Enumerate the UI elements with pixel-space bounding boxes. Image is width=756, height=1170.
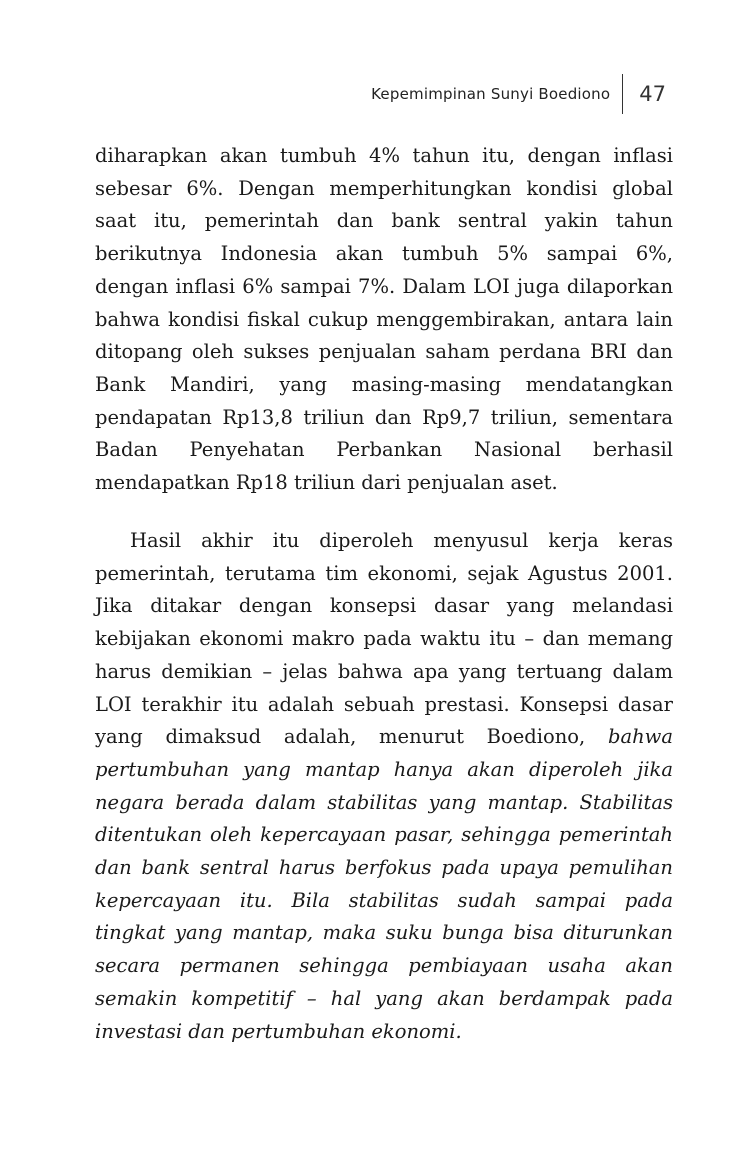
paragraph-2-italic-quote: bahwa pertumbuhan yang mantap hanya akan diperoleh jika negara berada dalam stabilitas yang mantap. Stabilitas ditentukan oleh kepercayaan pasar, sehingga pemerintah dan bank sentral harus berfokus pada upaya pemulihan kepercayaan itu. Bila stabilitas sudah sampai pada tingkat yang mantap, maka suku bunga bisa diturunkan secara permanen sehingga pembiayaan usaha akan semakin kompetitif – hal yang akan berdampak pada investasi dan pertumbuhan ekonomi. (95, 725, 673, 1043)
paragraph-2 (95, 525, 673, 1048)
running-title: Kepemimpinan Sunyi Boediono (371, 85, 611, 103)
paragraph-1: diharapkan akan tumbuh 4% tahun itu, dengan inflasi sebesar 6%. Dengan memperhitungkan kondisi global saat itu, pemerintah dan bank sentral yakin tahun berikutnya Indonesia akan tumbuh 5% sampai 6%, dengan inflasi 6% sampai 7%. Dalam LOI juga dilaporkan bahwa kondisi fiskal cukup menggembirakan, antara lain ditopang oleh sukses penjualan saham perdana BRI dan Bank Mandiri, yang masing-masing mendatangkan pendapatan Rp13,8 triliun dan Rp9,7 triliun, sementara Badan Penyehatan Perbankan Nasional berhasil mendapatkan Rp18 triliun dari penjualan aset. (95, 144, 673, 495)
page-header (371, 74, 666, 114)
page-number: 47 (639, 82, 666, 106)
paragraph-2-regular-text: Hasil akhir itu diperoleh menyusul kerja keras pemerintah, terutama tim ekonomi, sejak Agustus 2001. Jika ditakar dengan konsepsi dasar yang melandasi kebijakan ekonomi makro pada waktu itu – dan memang harus demikian – jelas bahwa apa yang tertuang dalam LOI terakhir itu adalah sebuah prestasi. Konsepsi dasar yang dimaksud adalah, menurut Boediono, (95, 529, 673, 749)
header-divider (622, 74, 623, 114)
